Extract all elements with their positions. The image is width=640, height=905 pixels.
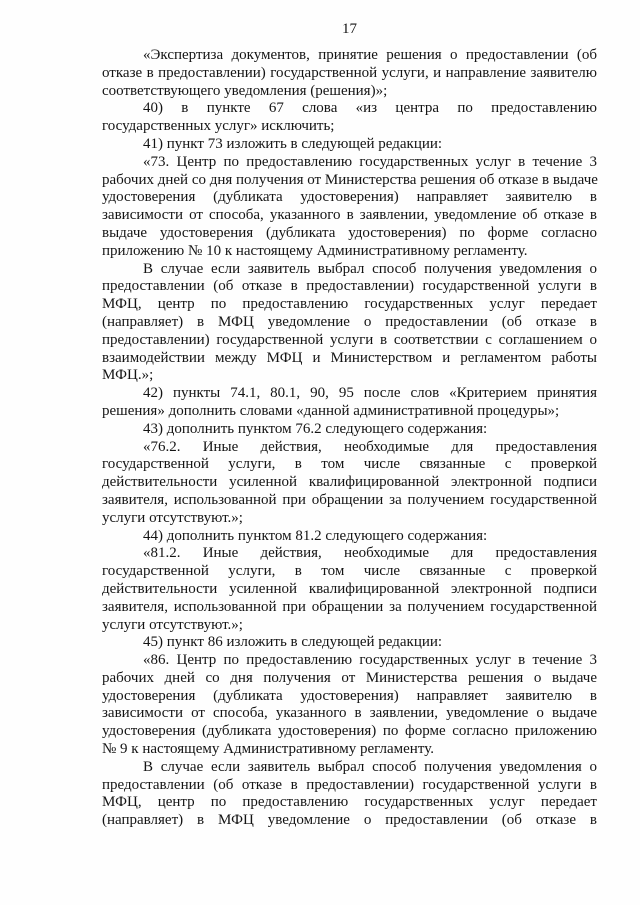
text-line: «73. Центр по предоставлению государственных услуг в течение 3: [143, 153, 597, 170]
text-line: зависимости от способа, указанного в заявлении, уведомление об отказе в: [102, 207, 597, 224]
text-line: услуги отсутствуют.»;: [102, 509, 243, 526]
text-line: действительности усиленной квалифицированной электронной подписи: [102, 474, 597, 491]
text-line: 40) в пункте 67 слова «из центра по предоставлению: [143, 100, 597, 117]
text-line: 43) дополнить пунктом 76.2 следующего содержания:: [143, 420, 488, 437]
text-line: государственной услуги, в том числе связанные с проверкой: [102, 456, 597, 473]
amendment-43: [102, 421, 597, 439]
text-line: предоставлении (об отказе в предоставлении) государственной услуги в: [102, 776, 597, 793]
quoted-item-76-2: [102, 439, 597, 528]
text-line: (направляет) в МФЦ уведомление о предоставлении (об отказе в: [102, 812, 597, 829]
text-line: государственных услуг» исключить;: [102, 118, 335, 135]
text-line: 44) дополнить пунктом 81.2 следующего содержания:: [143, 527, 488, 544]
text-line: отказе в предоставлении) государственной услуги, и направление заявителю: [102, 64, 597, 81]
text-line: «86. Центр по предоставлению государственных услуг в течение 3: [143, 652, 597, 669]
text-line: «76.2. Иные действия, необходимые для предоставления: [143, 438, 597, 455]
text-line: рабочих дней со дня получения от Министерства решения об отказе в выдаче: [102, 171, 598, 188]
text-line: 45) пункт 86 изложить в следующей редакции:: [143, 634, 443, 651]
quoted-item-81-2: [102, 545, 597, 634]
text-line: МФЦ.»;: [102, 367, 154, 384]
text-line: 42) пункты 74.1, 80.1, 90, 95 после слов «Критерием принятия: [143, 385, 597, 402]
text-line: взаимодействии между МФЦ и Министерством и регламентом работы: [102, 349, 597, 366]
quoted-item-86-mfc-paragraph: [102, 759, 597, 830]
text-line: действительности усиленной квалифицированной электронной подписи: [102, 580, 597, 597]
text-line: выдаче удостоверения (дубликата удостоверения) по форме согласно: [102, 224, 597, 241]
text-line: решения» дополнить словами «данной административной процедуры»;: [102, 402, 560, 419]
quoted-item-73-mfc-paragraph: [102, 261, 597, 386]
text-line: В случае если заявитель выбрал способ получения уведомления о: [143, 758, 597, 775]
text-line: рабочих дней со дня получения от Министерства решения о выдаче: [102, 669, 597, 686]
text-line: государственной услуги, в том числе связанные с проверкой: [102, 563, 597, 580]
text-line: удостоверения (дубликата удостоверения) направляет заявителю в: [102, 189, 597, 206]
text-line: предоставлении (об отказе в предоставлении) государственной услуги в: [102, 278, 597, 295]
page-number: 17: [342, 21, 357, 37]
text-line: МФЦ, центр по предоставлению государственных услуг передает: [102, 794, 597, 811]
text-line: удостоверения (дубликата удостоверения) по форме согласно приложению: [102, 723, 597, 740]
amendment-42: [102, 385, 597, 421]
text-line: удостоверения (дубликата удостоверения) направляет заявителю в: [102, 687, 597, 704]
text-line: 41) пункт 73 изложить в следующей редакции:: [143, 135, 443, 152]
text-line: № 9 к настоящему Административному регламенту.: [102, 741, 434, 758]
quoted-item-73: [102, 154, 597, 261]
amendment-45: [102, 634, 597, 652]
text-line: «Экспертиза документов, принятие решения о предоставлении (об: [143, 47, 597, 63]
text-line: соответствующего уведомления (решения)»;: [102, 82, 388, 99]
amendment-44: [102, 528, 597, 546]
document-body: [102, 47, 597, 830]
text-line: заявителя, использованной при обращении за получением государственной: [102, 598, 597, 615]
amendment-40: [102, 100, 597, 136]
text-line: «81.2. Иные действия, необходимые для предоставления: [143, 545, 597, 562]
text-line: (направляет) в МФЦ уведомление о предоставлении (об отказе в: [102, 313, 597, 330]
text-line: В случае если заявитель выбрал способ получения уведомления о: [143, 260, 597, 277]
text-line: МФЦ, центр по предоставлению государственных услуг передает: [102, 296, 597, 313]
paragraph-continuation: [102, 47, 597, 100]
text-line: заявителя, использованной при обращении за получением государственной: [102, 491, 597, 508]
text-line: предоставлении) государственной услуги в соответствии с соглашением о: [102, 331, 597, 348]
text-line: услуги отсутствуют.»;: [102, 616, 243, 633]
text-line: зависимости от способа, указанного в заявлении, уведомление о выдаче: [102, 705, 597, 722]
text-line: приложению № 10 к настоящему Административному регламенту.: [102, 242, 528, 259]
quoted-item-86: [102, 652, 597, 759]
amendment-41: [102, 136, 597, 154]
